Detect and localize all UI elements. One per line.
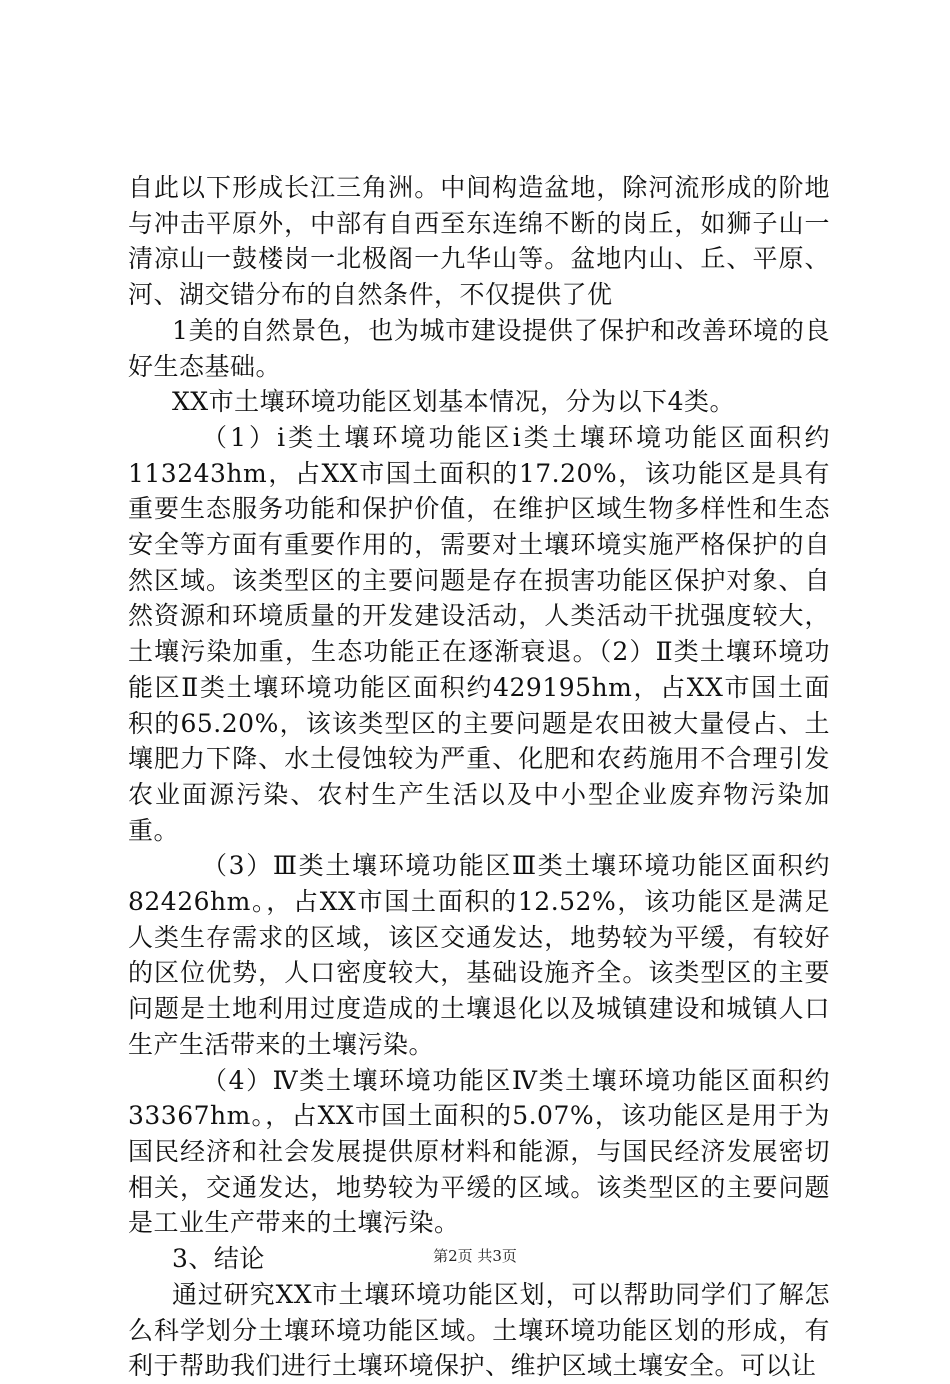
section-heading: 3、结论 [172,1244,265,1274]
paragraph-1: 自此以下形成长江三角洲。中间构造盆地，除河流形成的阶地与冲击平原外，中部有自西至东连绵不断的岗丘，如狮子山一清凉山一鼓楼岗一北极阁一九华山等。盆地内山、丘、平原、河、湖交错分布的自然条件，不仅提供了优 [128,173,830,310]
paragraph-6: （4）Ⅳ类土壤环境功能区Ⅳ类土壤环境功能区面积约33367hm。，占XX市国土面积的5.07%，该功能区是用于为国民经济和社会发展提供原材料和能源，与国民经济发展密切相关，交通发达，地势较为平缓的区域。该类型区的主要问题是工业生产带来的土壤污染。 [128,1065,830,1238]
paragraph-5: （3）Ⅲ类土壤环境功能区Ⅲ类土壤环境功能区面积约82426hm。，占XX市国土面积的12.52%，该功能区是满足人类生存需求的区域，该区交通发达，地势较为平缓，有较好的区位优势，人口密度较大，基础设施齐全。该类型区的主要问题是土地利用过度造成的土壤退化以及城镇建设和城镇人口生产生活带来的土壤污染。 [128,851,830,1059]
paragraph-7: 通过研究XX市土壤环境功能区划，可以帮助同学们了解怎么科学划分土壤环境功能区域。土壤环境功能区划的形成，有利于帮助我们进行土壤环境保护、维护区域土壤安全。可以让 [128,1279,830,1381]
paragraph-3: XX市土壤环境功能区划基本情况，分为以下4类。 [172,387,736,417]
document-body [128,170,830,1384]
page-footer: 第2页 共3页 [433,1247,517,1265]
paragraph-2: 1美的自然景色，也为城市建设提供了保护和改善环境的良好生态基础。 [128,315,830,381]
paragraph-4: （1）i类土壤环境功能区i类土壤环境功能区面积约113243hm，占XX市国土面积的17.20%，该功能区是具有重要生态服务功能和保护价值，在维护区域生物多样性和生态安全等方面有重要作用的，需要对土壤环境实施严格保护的自然区域。该类型区的主要问题是存在损害功能区保护对象、自然资源和环境质量的开发建设活动，人类活动干扰强度较大，土壤污染加重，生态功能正在逐渐衰退。（2）Ⅱ类土壤环境功能区Ⅱ类土壤环境功能区面积约429195hm，占XX市国土面积的65.20%，该该类型区的主要问题是农田被大量侵占、土壤肥力下降、水土侵蚀较为严重、化肥和农药施用不合理引发农业面源污染、农村生产生活以及中小型企业废弃物污染加重。 [128,422,830,845]
